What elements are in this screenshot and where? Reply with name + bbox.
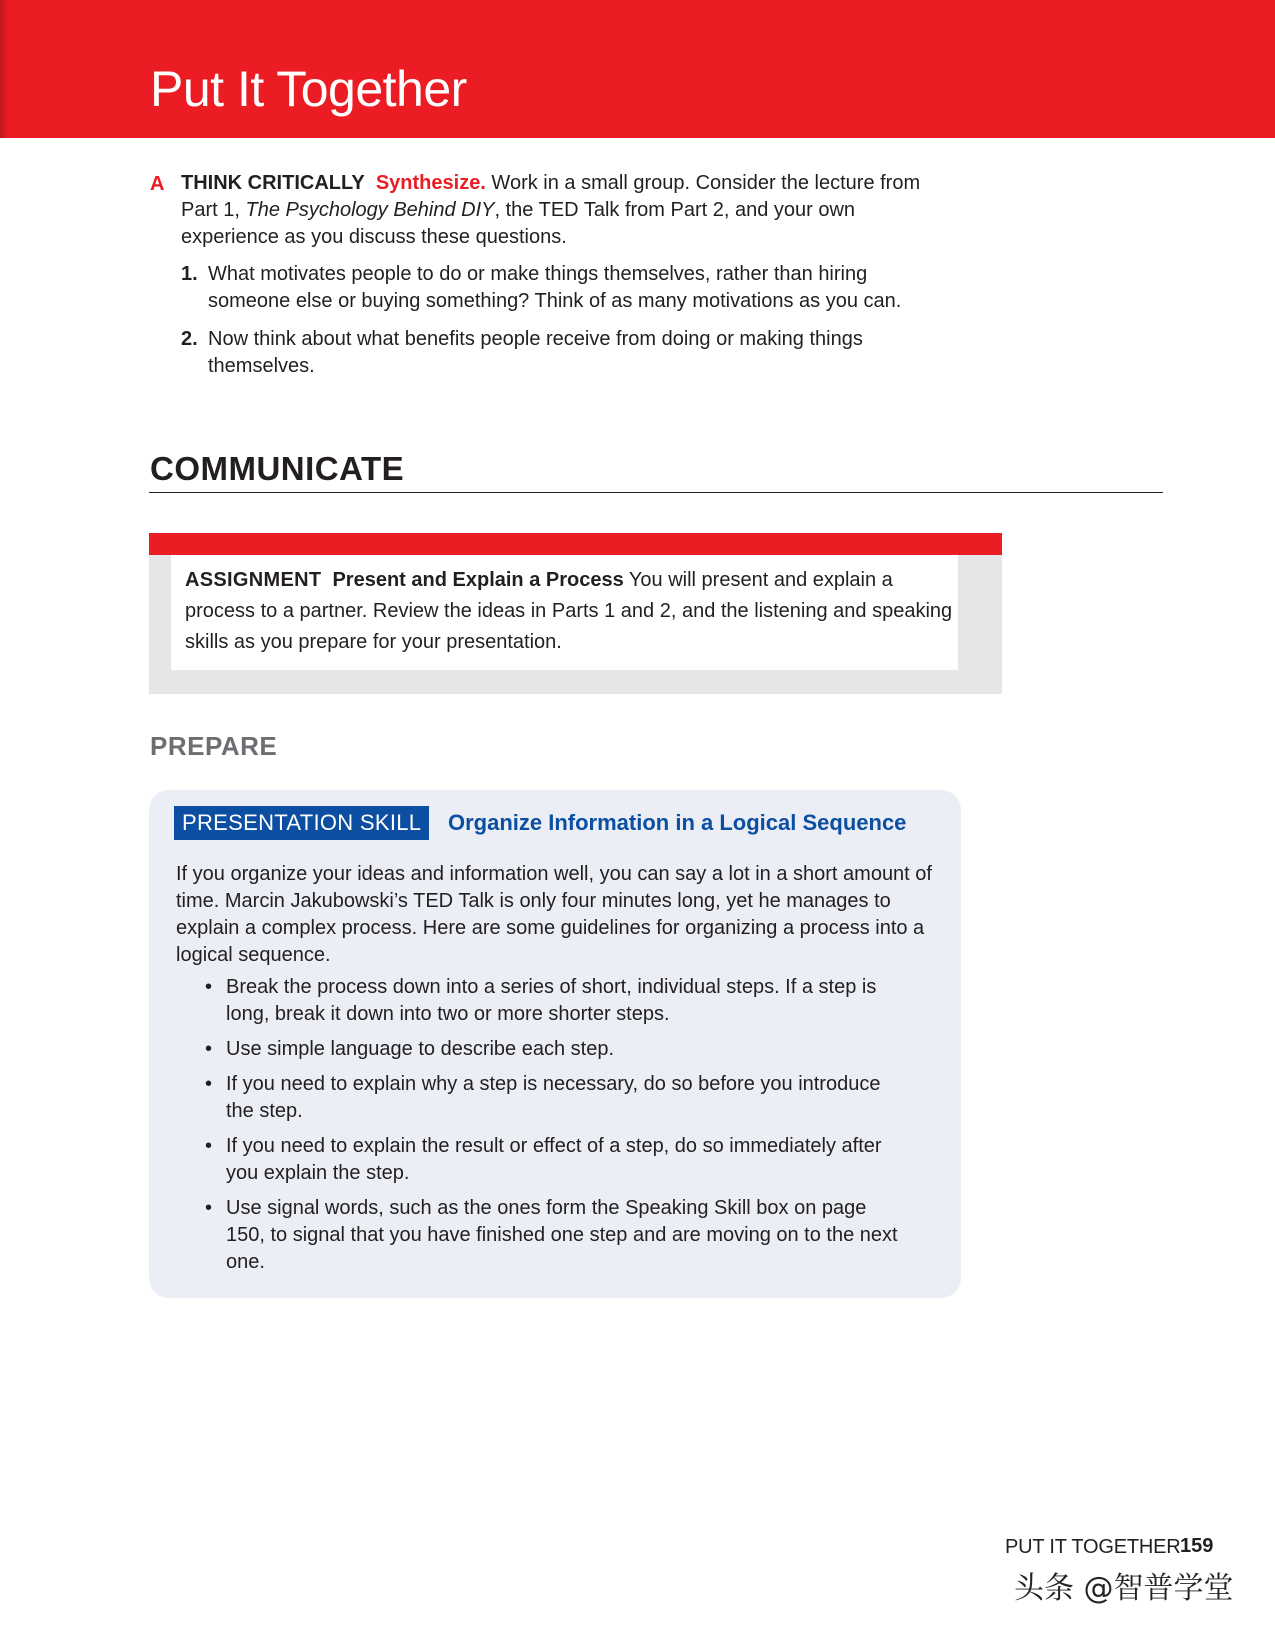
question-text: What motivates people to do or make things themselves, rather than hiring someone else or buying something? Think of as many motivations as you can. [208,263,902,312]
guideline-text: If you need to explain why a step is necessary, do so before you introduce the step. [226,1073,881,1122]
bullet-icon: • [205,1073,213,1095]
assignment-content [171,555,958,670]
footer-section-label: PUT IT TOGETHER [1005,1536,1181,1558]
page-title: Put It Together [150,61,467,117]
activity-instructions [181,170,950,251]
assignment-box [149,533,1002,694]
bullet-icon: • [205,1038,213,1060]
activity-a [150,170,950,391]
list-item [205,974,905,1028]
activity-label: THINK CRITICALLY [181,172,365,194]
skill-title: Organize Information in a Logical Sequence [448,810,907,835]
activity-letter: A [150,173,165,195]
list-item [205,1133,905,1187]
page-number: 159 [1180,1535,1214,1557]
watermark: 头条 @智普学堂 [1014,1571,1234,1606]
assignment-text: You will present and explain a process to a partner. Review the ideas in Parts 1 and 2, and the listening and speaking skills as you prepare for your presentation. [185,569,953,653]
guideline-text: Break the process down into a series of short, individual steps. If a step is long, break it down into two or more shorter steps. [226,976,877,1025]
guideline-text: If you need to explain the result or effect of a step, do so immediately after you explain the step. [226,1135,882,1184]
bullet-icon: • [205,1135,213,1157]
bullet-icon: • [205,1197,213,1219]
activity-text-1: Work in a small group. Consider the lecture from Part 1, [181,172,921,221]
list-item [181,326,950,380]
heading-divider [149,492,1163,493]
guideline-text: Use signal words, such as the ones form the Speaking Skill box on page 150, to signal that you have finished one step and are moving on to the next one. [226,1197,898,1273]
question-number: 2. [181,328,198,350]
question-text: Now think about what benefits people receive from doing or making things themselves. [208,328,863,377]
list-item [205,1195,905,1276]
list-item [205,1071,905,1125]
lecture-title: The Psychology Behind DIY [245,199,495,221]
activity-skill: Synthesize. [375,172,486,194]
header-shadow [0,0,10,138]
prepare-heading: PREPARE [150,731,278,761]
guideline-text: Use simple language to describe each step. [226,1038,615,1060]
activity-text-2: , the TED Talk from Part 2, and your own experience as you discuss these questions. [181,199,856,248]
assignment-label: ASSIGNMENT [185,569,322,591]
assignment-title: Present and Explain a Process [332,569,624,591]
list-item [205,1036,905,1063]
question-list [181,261,950,380]
bullet-icon: • [205,976,213,998]
presentation-skill-box [149,790,961,1298]
assignment-accent-bar [149,533,1002,555]
communicate-heading: COMMUNICATE [150,450,405,487]
skill-tag: PRESENTATION SKILL [174,806,429,840]
skill-intro: If you organize your ideas and information well, you can say a lot in a short amount of time. Marcin Jakubowski’s TED Talk is only four minutes long, yet he manages to explain a complex process. Here are some guidelines for organizing a process into a logical sequence. [176,863,932,966]
question-number: 1. [181,263,198,285]
guideline-list [205,974,905,1284]
list-item [181,261,950,315]
